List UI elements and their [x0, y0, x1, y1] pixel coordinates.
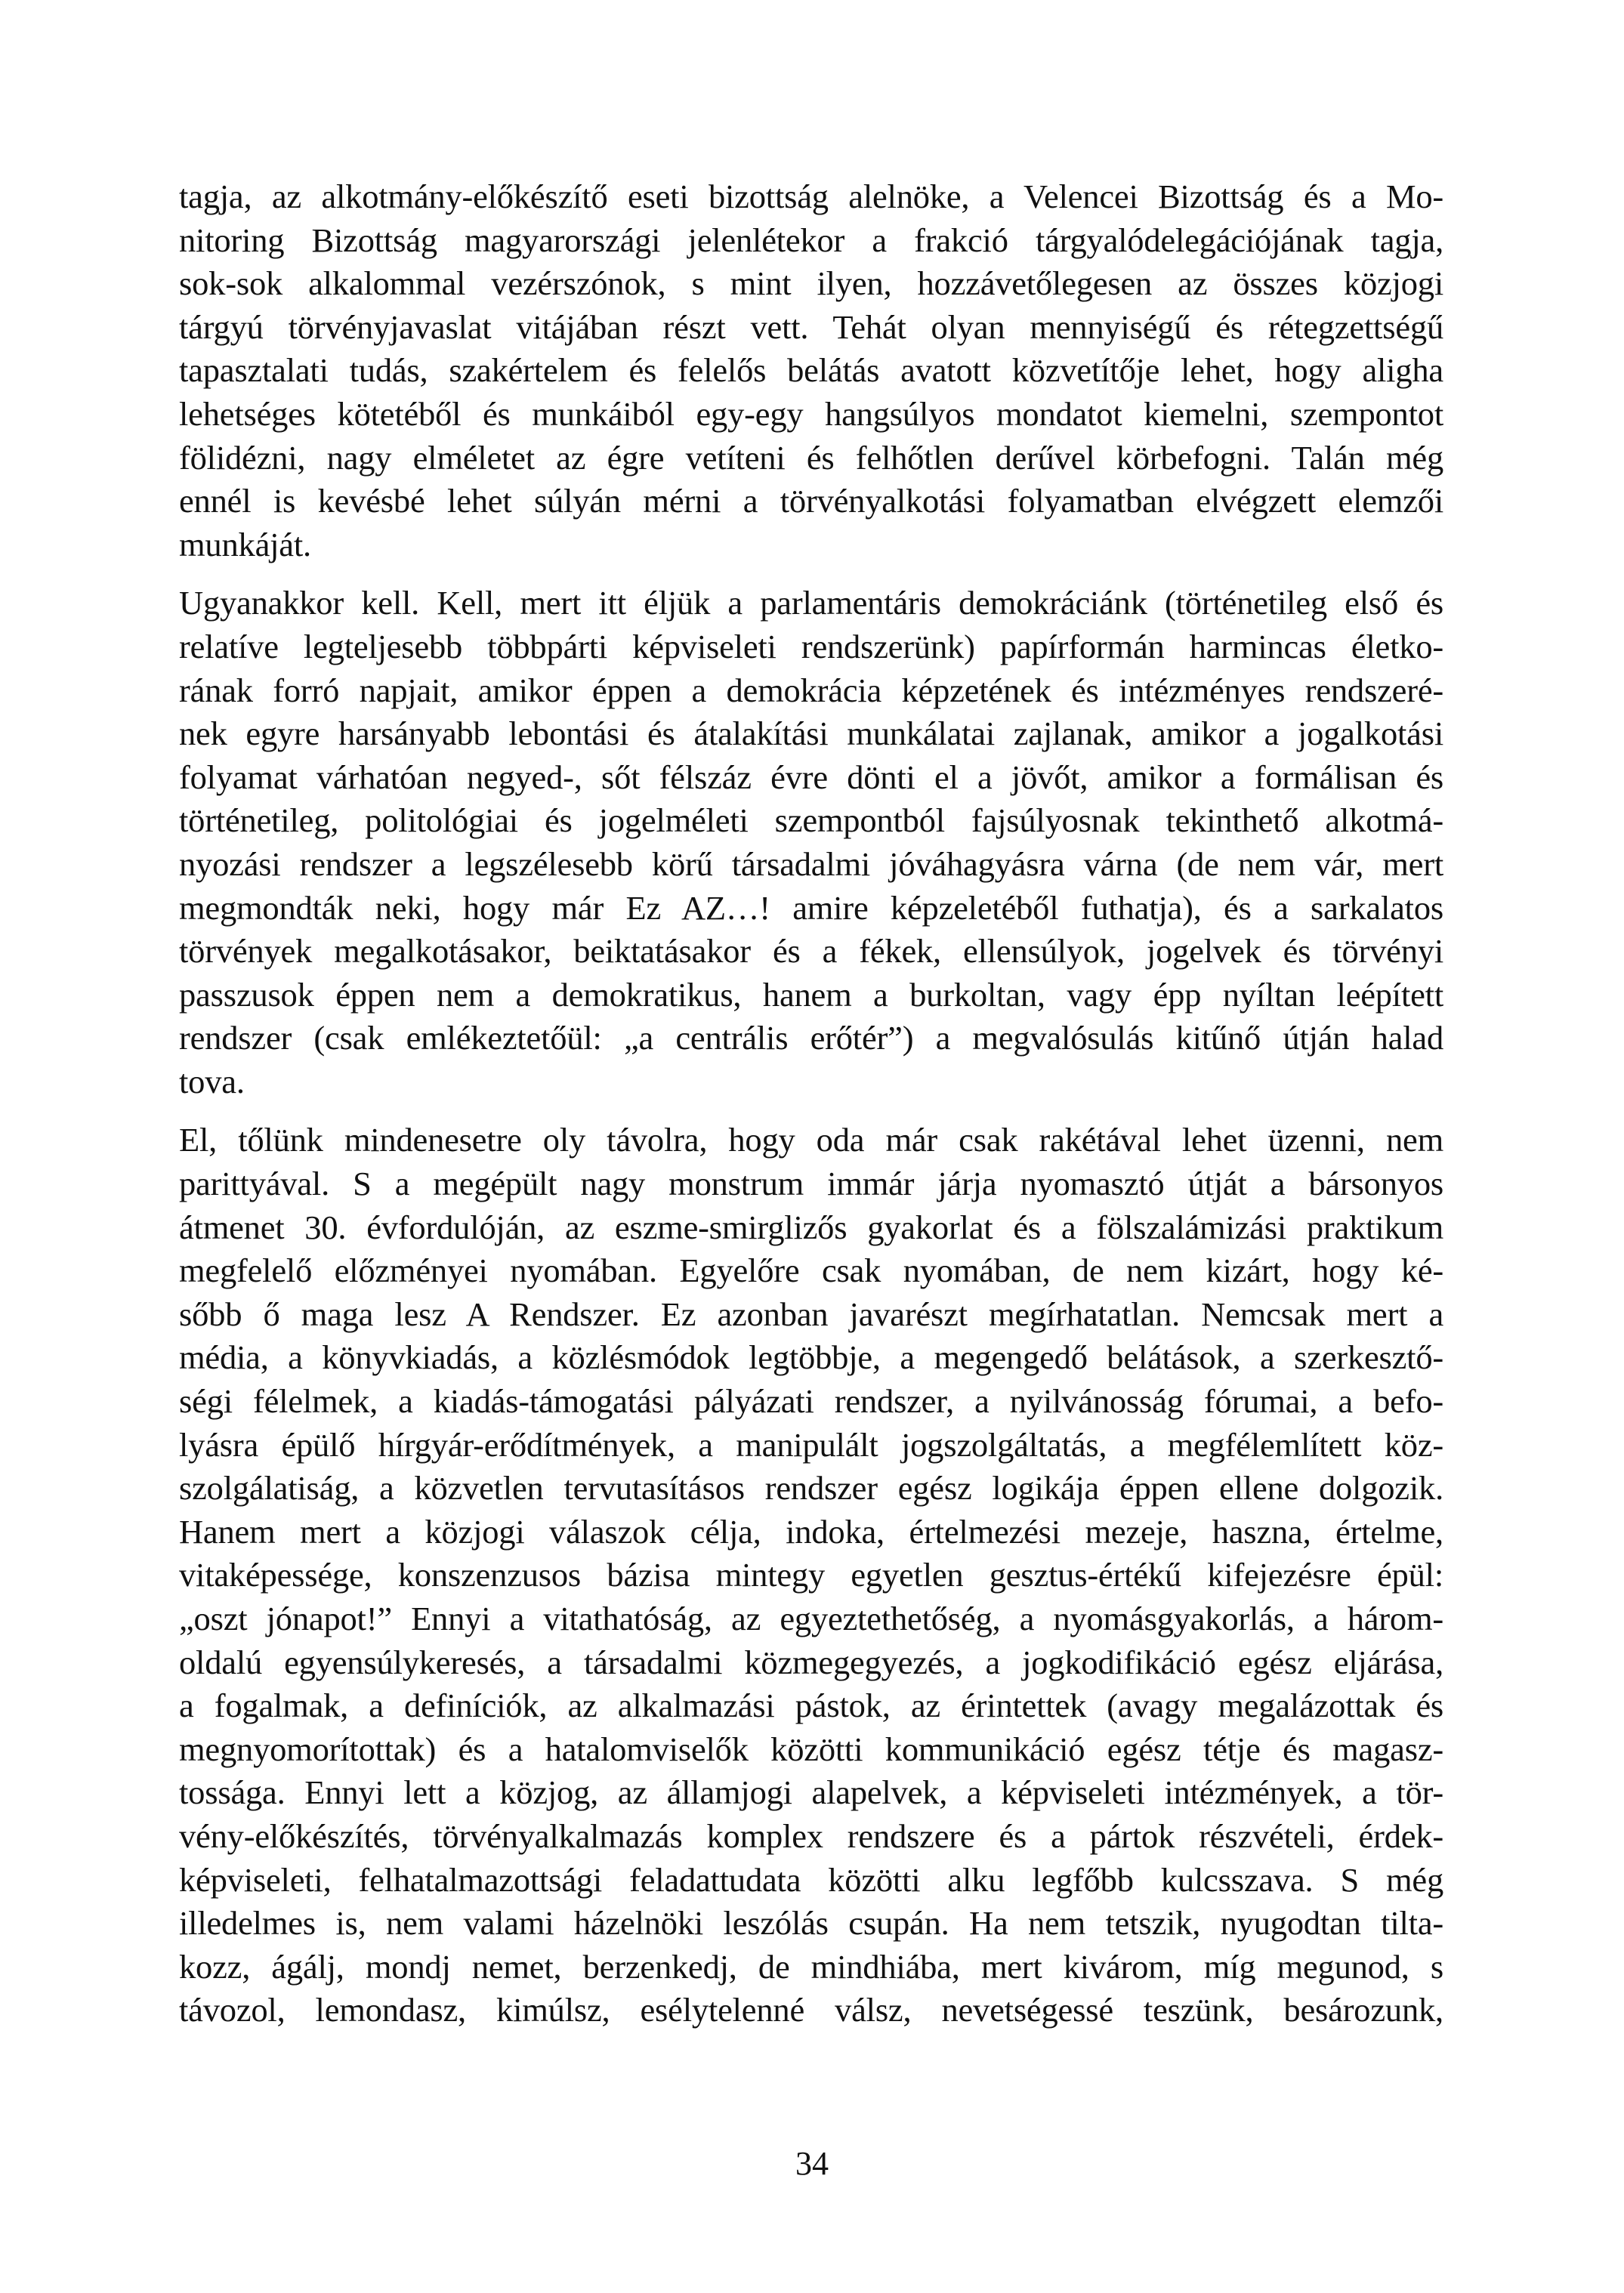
text-line: „oszt jónapot!” Ennyi a vitathatóság, az egyeztethetőség, a nyomásgyakorlás, a három-: [179, 1600, 1443, 1637]
text-line: ségi félelmek, a kiadás-támogatási pályázati rendszer, a nyilvánosság fórumai, a befo-: [179, 1382, 1443, 1421]
text-line: nitoring Bizottság magyarországi jelenlétekor a frakció tárgyalódelegációjának tagja,: [179, 221, 1443, 259]
text-line: El, tőlünk mindenesetre oly távolra, hogy oda már csak rakétával lehet üzenni, nem: [179, 1121, 1443, 1159]
text-line: képviseleti, felhatalmazottsági feladattudata közötti alku legfőbb kulcsszava. S még: [179, 1860, 1443, 1899]
paragraph-2: [179, 582, 1443, 1103]
text-line: fölidézni, nagy elméletet az égre vetíteni és felhőtlen derűvel körbefogni. Talán még: [179, 438, 1443, 477]
text-line: rának forró napjait, amikor éppen a demokrácia képzetének és intézményes rendszeré-: [179, 671, 1443, 709]
text-line: média, a könyvkiadás, a közlésmódok legtöbbje, a megengedő belátások, a szerkesztő-: [179, 1338, 1443, 1377]
text-line: átmenet 30. évfordulóján, az eszme-smirglizős gyakorlat és a fölszalámizási praktikum: [179, 1208, 1443, 1246]
text-line: lehetséges kötetéből és munkáiból egy-egy hangsúlyos mondatot kiemelni, szempontot: [179, 394, 1443, 433]
text-line: illedelmes is, nem valami házelnöki leszólás csupán. Ha nem tetszik, nyugodtan tilta-: [179, 1904, 1443, 1943]
text-line: sok-sok alkalommal vezérszónok, s mint ilyen, hozzávetőlegesen az összes közjogi: [179, 264, 1443, 303]
text-line: ennél is kevésbé lehet súlyán mérni a törvényalkotási folyamatban elvégzett elemzői: [179, 482, 1443, 520]
text-line: munkáját.: [179, 525, 311, 563]
text-line: tapasztalati tudás, szakértelem és felelős belátás avatott közvetítője lehet, hogy aligha: [179, 351, 1443, 390]
text-line: nyozási rendszer a legszélesebb körű társadalmi jóváhagyásra várna (de nem vár, mert: [179, 844, 1443, 883]
text-line: megfelelő előzményei nyomában. Egyelőre csak nyomában, de nem kizárt, hogy ké-: [179, 1251, 1443, 1290]
text-line: tárgyú törvényjavaslat vitájában részt vett. Tehát olyan mennyiségű és rétegzettségű: [179, 307, 1443, 346]
text-line: nek egyre harsányabb lebontási és átalakítási munkálatai zajlanak, amikor a jogalkotási: [179, 714, 1443, 753]
text-line: parittyával. S a megépült nagy monstrum immár járja nyomasztó útját a bársonyos: [179, 1165, 1443, 1203]
body-text: [179, 175, 1443, 2048]
text-line: passzusok éppen nem a demokratikus, hanem a burkoltan, vagy épp nyíltan leépített: [179, 975, 1443, 1014]
text-line: szolgálatiság, a közvetlen tervutasításos rendszer egész logikája éppen ellene dolgozik.: [179, 1469, 1443, 1508]
text-line: sőbb ő maga lesz A Rendszer. Ez azonban javarészt megírhatatlan. Nemcsak mert a: [179, 1295, 1443, 1333]
text-line: vény-előkészítés, törvényalkalmazás komplex rendszere és a pártok részvételi, érdek-: [179, 1816, 1443, 1855]
text-line: vitaképessége, konszenzusos bázisa mintegy egyetlen gesztus-értékű kifejezésre épül:: [179, 1556, 1443, 1594]
text-line: tova.: [179, 1062, 245, 1100]
text-line: Ugyanakkor kell. Kell, mert itt éljük a parlamentáris demokráciánk (történetileg első és: [179, 584, 1443, 622]
paragraph-3: [179, 1119, 1443, 2032]
text-line: lyásra épülő hírgyár-erődítmények, a manipulált jogszolgáltatás, a megfélemlített köz-: [179, 1425, 1443, 1464]
text-line: történetileg, politológiai és jogelméleti szempontból fajsúlyosnak tekinthető alkotmá-: [179, 801, 1443, 840]
text-line: törvények megalkotásakor, beiktatásakor és a fékek, ellensúlyok, jogelvek és törvényi: [179, 932, 1443, 971]
text-line: tossága. Ennyi lett a közjog, az államjogi alapelvek, a képviseleti intézmények, a tör-: [179, 1773, 1443, 1812]
text-line: megmondták neki, hogy már Ez AZ…! amire képzeletéből futhatja), és a sarkalatos: [179, 888, 1443, 927]
text-line: rendszer (csak emlékeztetőül: „a centrális erőtér”) a megvalósulás kitűnő útján halad: [179, 1019, 1443, 1057]
paragraph-1: [179, 175, 1443, 566]
text-line: oldalú egyensúlykeresés, a társadalmi közmegegyezés, a jogkodifikáció egész eljárása,: [179, 1643, 1443, 1681]
text-line: tagja, az alkotmány-előkészítő eseti bizottság alelnöke, a Velencei Bizottság és a Mo-: [179, 177, 1443, 215]
text-line: Hanem mert a közjogi válaszok célja, indoka, értelmezési mezeje, haszna, értelme,: [179, 1512, 1443, 1551]
text-line: a fogalmak, a definíciók, az alkalmazási pástok, az érintettek (avagy megalázottak és: [179, 1687, 1443, 1725]
text-line: távozol, lemondasz, kimúlsz, esélytelenné válsz, nevetségessé teszünk, besározunk,: [179, 1991, 1443, 2029]
text-line: kozz, ágálj, mondj nemet, berzenkedj, de mindhiába, mert kivárom, míg megunod, s: [179, 1947, 1443, 1986]
text-line: megnyomorítottak) és a hatalomviselők közötti kommunikáció egész tétje és magasz-: [179, 1730, 1443, 1768]
page-number: 34: [795, 2145, 829, 2182]
text-line: folyamat várhatóan negyed-, sőt félszáz évre dönti el a jövőt, amikor a formálisan és: [179, 758, 1443, 796]
text-line: relatíve legteljesebb többpárti képviseleti rendszerünk) papírformán harmincas életko-: [179, 627, 1443, 665]
